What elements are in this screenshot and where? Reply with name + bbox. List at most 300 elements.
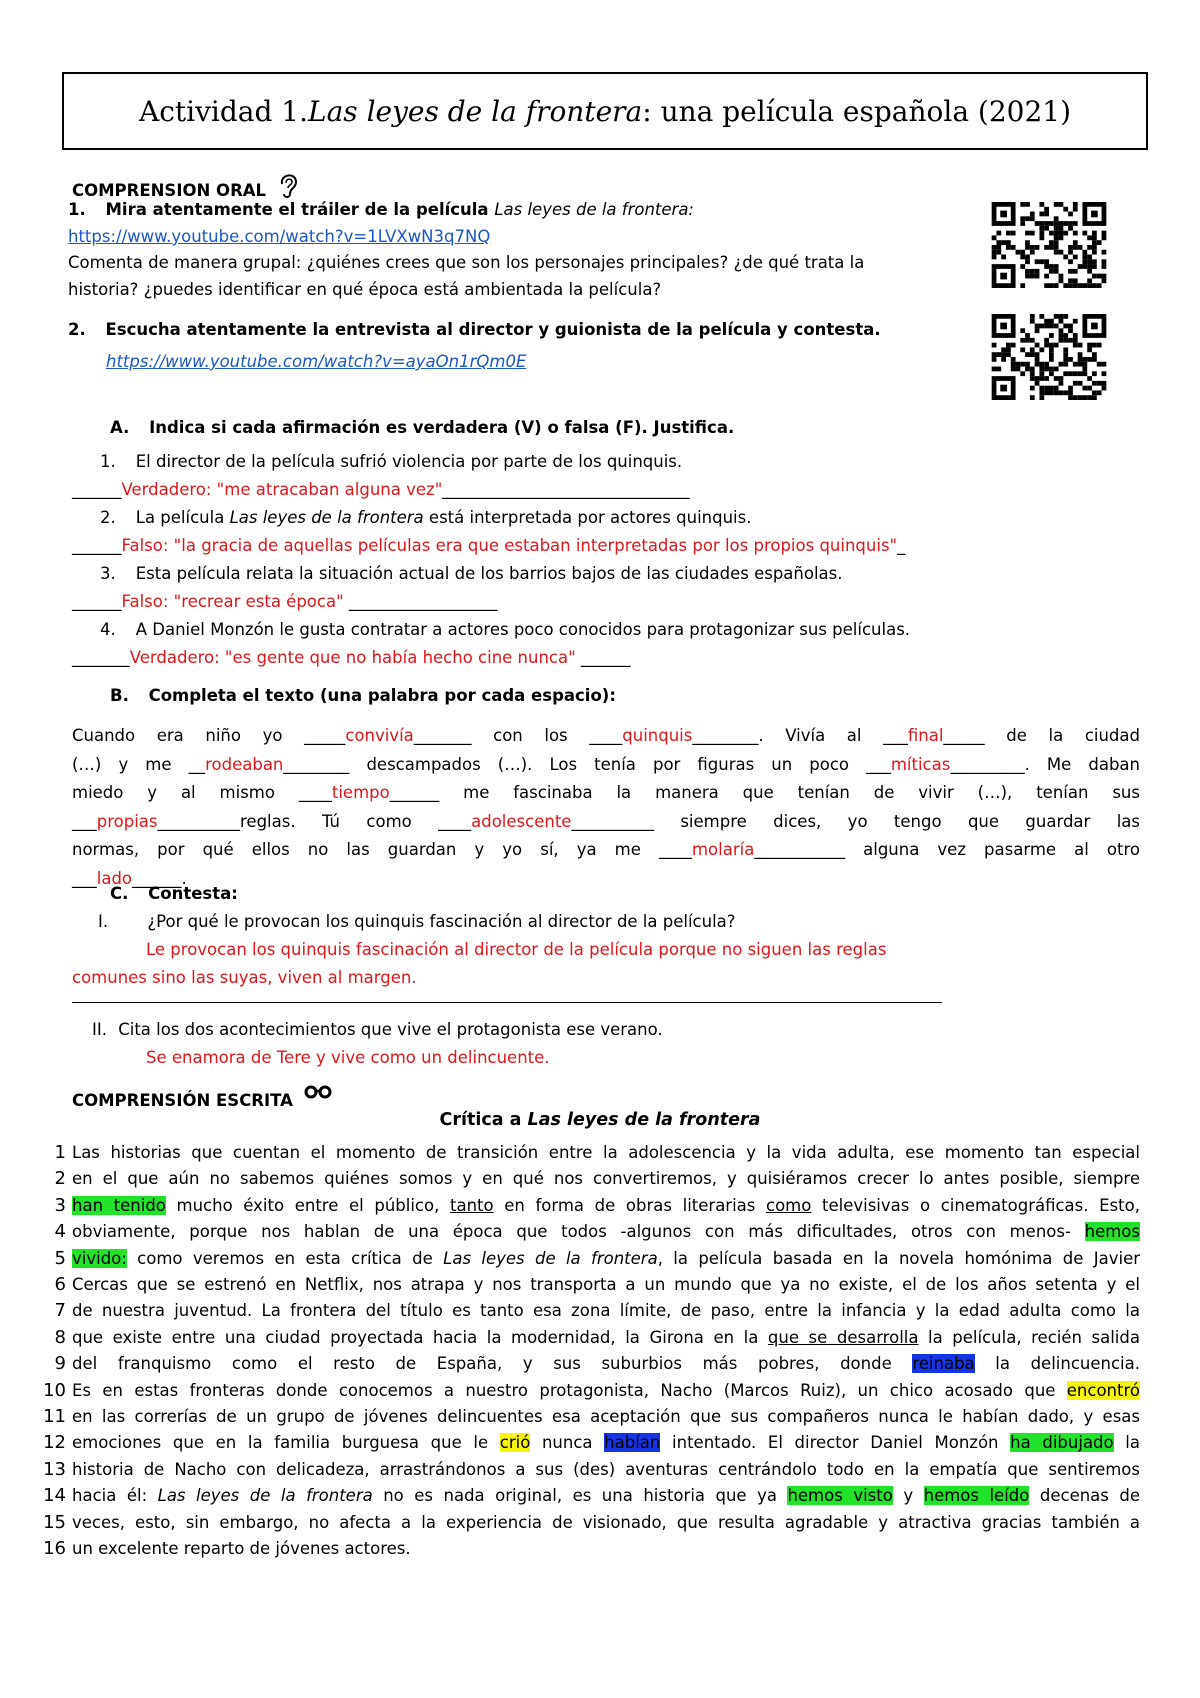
- cloze-text-part: _________. Me daban: [950, 754, 1140, 774]
- statement-text-part: El director de la película sufrió violencia por parte de los quinquis.: [135, 452, 683, 471]
- critic-text-part: como veremos en esta crítica de: [126, 1248, 444, 1268]
- qr-module: [992, 357, 997, 362]
- qr-module: [1073, 338, 1078, 343]
- highlight-green: hemos visto: [787, 1486, 893, 1506]
- qr-module: [1068, 250, 1073, 255]
- qr-module: [992, 343, 997, 348]
- critic-line: [72, 1249, 1140, 1268]
- qr-module: [1011, 343, 1016, 348]
- qr-module: [1030, 212, 1035, 217]
- qr-code-trailer[interactable]: [990, 202, 1108, 288]
- qr-module: [1054, 250, 1059, 255]
- qr-module: [1039, 367, 1044, 372]
- section-a-heading-row: [110, 418, 734, 437]
- qr-module: [1059, 226, 1064, 231]
- qr-module: [1035, 352, 1040, 357]
- answer-blank: __________________: [343, 592, 498, 611]
- statement-number: 1.: [100, 452, 116, 471]
- oral-q1-comment-1: Comenta de manera grupal: ¿quiénes crees que son los personajes principales? ¿de qué trata la: [68, 253, 865, 272]
- line-number: 8: [54, 1326, 66, 1348]
- answer-blank: _: [897, 536, 906, 555]
- qr-module: [1049, 264, 1054, 269]
- qr-module: [1068, 357, 1073, 362]
- qr-module: [1059, 333, 1064, 338]
- statement-row: [100, 564, 843, 583]
- qr-module: [1044, 259, 1049, 264]
- critic-line: [72, 1143, 1140, 1162]
- qr-module: [1092, 352, 1097, 357]
- qr-module: [1059, 278, 1064, 283]
- qr-module: [1049, 352, 1054, 357]
- qr-module: [1082, 371, 1087, 376]
- qr-module: [1049, 347, 1054, 352]
- statement-text-part: Esta película relata la situación actual de los barrios bajos de las ciudades españolas.: [135, 564, 843, 583]
- escrita-heading-row: [72, 1082, 333, 1110]
- title-suffix: : una película española (2021): [642, 94, 1072, 128]
- qr-module: [1025, 352, 1030, 357]
- line-number: 6: [54, 1274, 66, 1295]
- qr-module: [1035, 245, 1040, 250]
- critic-text-part: televisivas o cinematográficas. Esto,: [811, 1195, 1140, 1215]
- critic-line: [72, 1222, 1140, 1241]
- oral-heading-row: [72, 170, 302, 200]
- qr-module: [1035, 221, 1040, 226]
- critic-text-part: y: [892, 1486, 924, 1506]
- qr-module: [1087, 347, 1092, 352]
- answer-blank: ______: [575, 648, 631, 667]
- section-c-heading-row: [110, 884, 238, 903]
- qr-module: [1082, 367, 1087, 372]
- qr-module: [1092, 240, 1097, 245]
- qr-module: [1073, 283, 1078, 288]
- qr-module: [1068, 324, 1073, 329]
- qr-module: [1073, 371, 1078, 376]
- qr-finder-dot: [1091, 211, 1098, 218]
- qr-module: [1006, 343, 1011, 348]
- critic-text-part: intentado. El director Daniel Monzón: [660, 1433, 1011, 1453]
- qr-module: [1073, 202, 1078, 207]
- qr-module: [1068, 328, 1073, 333]
- qr-module: [1068, 221, 1073, 226]
- qr-module: [1097, 390, 1102, 395]
- highlight-blue: habían: [604, 1433, 661, 1453]
- qr-module: [1054, 221, 1059, 226]
- qr-module: [1039, 395, 1044, 400]
- qr-module: [992, 235, 997, 240]
- escrita-heading: COMPRENSIÓN ESCRITA: [72, 1091, 293, 1110]
- qr-code-interview[interactable]: [990, 314, 1108, 400]
- qr-module: [996, 352, 1001, 357]
- qr-module: [1025, 269, 1030, 274]
- qr-module: [1035, 328, 1040, 333]
- qr-module: [1087, 357, 1092, 362]
- qr-module: [1025, 367, 1030, 372]
- glasses-icon: [303, 1082, 333, 1100]
- qr-module: [1020, 338, 1025, 343]
- qr-module: [1020, 362, 1025, 367]
- statement-text: [136, 508, 752, 527]
- qr-module: [1059, 221, 1064, 226]
- qr-module: [1030, 338, 1035, 343]
- cloze-text-part: ________ descampados (…). Los tenía por figuras un poco ___: [283, 754, 891, 774]
- cloze-line: [72, 726, 1140, 745]
- qr-module: [1092, 381, 1097, 386]
- critic-text-part: la delincuencia.: [974, 1354, 1140, 1374]
- critic-text-part: veces, esto, sin embargo, no afecta a la experiencia de visionado, que resulta agradable y atractiva gracias también a: [72, 1512, 1140, 1532]
- qr-module: [1073, 381, 1078, 386]
- qr-module: [1049, 386, 1054, 391]
- qr-module: [1073, 362, 1078, 367]
- qr-module: [1092, 235, 1097, 240]
- cloze-answer: molaría: [691, 840, 755, 859]
- statement-row: [100, 452, 682, 471]
- qr-module: [1049, 245, 1054, 250]
- qr-module: [1054, 283, 1059, 288]
- oral-heading: COMPRENSION ORAL: [72, 181, 267, 200]
- qr-module: [1087, 395, 1092, 400]
- qr-module: [1049, 221, 1054, 226]
- qr-module: [1087, 259, 1092, 264]
- section-b-heading: Completa el texto (una palabra por cada espacio):: [148, 686, 616, 705]
- critic-text-part: Cercas que se estrenó en Netflix, nos atrapa y nos transporta a un mundo que ya no existe, el de los años setenta y el: [72, 1275, 1140, 1294]
- qr-module: [1044, 386, 1049, 391]
- qr-module: [1049, 367, 1054, 372]
- critic-text-part: no es nada original, es una historia que ya: [372, 1486, 788, 1506]
- cloze-line: [72, 783, 1140, 802]
- qr-module: [1039, 390, 1044, 395]
- qr-module: [1092, 283, 1097, 288]
- statement-text-part: está interpretada por actores quinquis.: [423, 508, 752, 527]
- qr-module: [1063, 362, 1068, 367]
- qr-module: [1087, 269, 1092, 274]
- cloze-answer: adolescente: [471, 811, 572, 831]
- critic-text-part: mucho éxito entre el público,: [165, 1195, 450, 1215]
- qr-module: [1006, 245, 1011, 250]
- qr-module: [1054, 231, 1059, 236]
- qr-module: [1063, 338, 1068, 343]
- line-number: 1: [54, 1142, 66, 1163]
- critic-line: [72, 1460, 1140, 1479]
- qr-module: [1020, 328, 1025, 333]
- qr-module: [1087, 283, 1092, 288]
- qr-module: [1059, 328, 1064, 333]
- qr-module: [1030, 216, 1035, 221]
- cloze-text-part: ________. Vivía al ___: [692, 726, 908, 745]
- section-c-letter: C.: [110, 884, 129, 903]
- qr-module: [1102, 371, 1107, 376]
- qr-module: [1016, 367, 1021, 372]
- trailer-link[interactable]: https://www.youtube.com/watch?v=1LVXwN3q7NQ: [68, 227, 491, 246]
- qr-module: [1097, 343, 1102, 348]
- qr-module: [1102, 362, 1107, 367]
- qr-module: [1030, 386, 1035, 391]
- qr-module: [1082, 231, 1087, 236]
- qr-module: [1049, 324, 1054, 329]
- statement-number: 4.: [100, 620, 116, 639]
- qr-module: [1063, 390, 1068, 395]
- qr-module: [1054, 324, 1059, 329]
- qr-module: [1097, 362, 1102, 367]
- qr-module: [1030, 371, 1035, 376]
- line-number: 5: [54, 1247, 66, 1269]
- qr-module: [1068, 212, 1073, 217]
- qr-module: [1073, 255, 1078, 260]
- qr-module: [1025, 245, 1030, 250]
- cloze-answer: lado: [96, 868, 133, 888]
- qr-module: [1059, 202, 1064, 207]
- qr-module: [1049, 357, 1054, 362]
- qr-module: [1025, 333, 1030, 338]
- qr-module: [996, 367, 1001, 372]
- answer-blank: ______: [72, 536, 122, 555]
- critic-text-part: en el que aún no sabemos quiénes somos y en qué nos convertiremos, y quisiéramos crecer lo antes posible, siempre: [72, 1169, 1140, 1189]
- qr-module: [1068, 245, 1073, 250]
- critic-text-part: emociones que en la familia burguesa que le: [72, 1433, 500, 1453]
- critic-text-part: de nuestra juventud. La frontera del título es tanto esa zona límite, de paso, entre la infancia y la edad adulta como la: [72, 1301, 1140, 1321]
- section-c-q1-num: I.: [98, 912, 109, 931]
- oral-q1-number: 1.: [68, 200, 86, 219]
- section-c-q1-answer-1: Le provocan los quinquis fascinación al director de la película porque no siguen las reglas: [146, 940, 887, 959]
- qr-module: [1068, 283, 1073, 288]
- critic-line: [72, 1301, 1140, 1320]
- qr-module: [996, 231, 1001, 236]
- title-italic: Las leyes de la frontera: [308, 94, 643, 128]
- qr-module: [1073, 240, 1078, 245]
- qr-module: [1054, 264, 1059, 269]
- qr-module: [1087, 235, 1092, 240]
- qr-module: [1049, 333, 1054, 338]
- qr-module: [1030, 274, 1035, 279]
- answer-row: [72, 592, 497, 611]
- qr-module: [1073, 231, 1078, 236]
- highlight-green: vivido:: [72, 1248, 127, 1268]
- qr-module: [1078, 283, 1083, 288]
- cloze-text-part: ___: [72, 868, 97, 888]
- qr-module: [1102, 381, 1107, 386]
- qr-module: [1049, 343, 1054, 348]
- qr-module: [1016, 362, 1021, 367]
- critic-text-part: en forma de obras literarias: [493, 1195, 767, 1215]
- critic-text-part: la: [1113, 1433, 1140, 1453]
- qr-module: [1092, 231, 1097, 236]
- critic-line: [72, 1354, 1140, 1373]
- qr-module: [1063, 324, 1068, 329]
- critic-line: [72, 1539, 1140, 1558]
- qr-module: [996, 245, 1001, 250]
- qr-module: [1078, 371, 1083, 376]
- statement-number: 3.: [100, 564, 116, 583]
- qr-module: [1039, 347, 1044, 352]
- highlight-yellow: encontró: [1066, 1380, 1140, 1400]
- qr-module: [1073, 278, 1078, 283]
- qr-module: [1092, 371, 1097, 376]
- qr-module: [1025, 274, 1030, 279]
- qr-module: [1054, 386, 1059, 391]
- qr-module: [1035, 343, 1040, 348]
- qr-module: [1039, 259, 1044, 264]
- film-title: Las leyes de la frontera: [443, 1248, 658, 1268]
- qr-module: [1092, 245, 1097, 250]
- cloze-answer: quinquis: [622, 726, 693, 745]
- qr-finder-dot: [1000, 323, 1007, 330]
- qr-module: [1039, 235, 1044, 240]
- qr-module: [1082, 264, 1087, 269]
- cloze-text-part: normas, por qué ellos no las guardan y yo sí, ya me ____: [72, 840, 692, 859]
- qr-module: [996, 250, 1001, 255]
- critic-line: [72, 1275, 1140, 1294]
- answer-row: [72, 648, 630, 667]
- qr-module: [1054, 235, 1059, 240]
- qr-module: [1059, 338, 1064, 343]
- oral-q1-film: Las leyes de la frontera:: [494, 200, 694, 219]
- qr-module: [1078, 362, 1083, 367]
- qr-module: [1039, 231, 1044, 236]
- critic-text-part: obviamente, porque nos hablan de una época que todos -algunos con más dificultades, otros con menos-: [72, 1222, 1085, 1242]
- qr-module: [1044, 390, 1049, 395]
- line-number: 2: [54, 1168, 66, 1190]
- qr-module: [1073, 319, 1078, 324]
- section-c-q1: [98, 912, 736, 931]
- qr-module: [1073, 221, 1078, 226]
- qr-module: [1020, 221, 1025, 226]
- critic-text-part: , la película basada en la novela homónima de Javier: [657, 1248, 1141, 1268]
- qr-module: [1025, 259, 1030, 264]
- qr-module: [1068, 338, 1073, 343]
- qr-module: [1063, 283, 1068, 288]
- qr-module: [1063, 255, 1068, 260]
- qr-module: [1039, 324, 1044, 329]
- line-number: 3: [54, 1194, 66, 1216]
- answer-line: [72, 1002, 942, 1003]
- qr-module: [1092, 390, 1097, 395]
- qr-module: [1087, 255, 1092, 260]
- qr-module: [1025, 255, 1030, 260]
- qr-module: [992, 352, 997, 357]
- cloze-line: [72, 755, 1140, 774]
- qr-module: [1049, 371, 1054, 376]
- qr-module: [1025, 362, 1030, 367]
- line-number: 15: [43, 1511, 66, 1533]
- critic-film: Las leyes de la frontera: [527, 1110, 761, 1130]
- qr-module: [1059, 231, 1064, 236]
- qr-module: [1020, 202, 1025, 207]
- cloze-answer: convivía: [345, 726, 414, 745]
- qr-module: [1044, 319, 1049, 324]
- qr-module: [1102, 264, 1107, 269]
- qr-module: [1030, 352, 1035, 357]
- qr-module: [1044, 207, 1049, 212]
- qr-module: [1054, 343, 1059, 348]
- qr-module: [1087, 376, 1092, 381]
- qr-module: [1054, 245, 1059, 250]
- cloze-text-part: (…) y me __: [72, 754, 206, 774]
- answer-text: Falso: "recrear esta época": [121, 592, 344, 611]
- qr-module: [1078, 245, 1083, 250]
- cloze-answer: final: [907, 726, 944, 745]
- qr-module: [1073, 333, 1078, 338]
- section-a-letter: A.: [110, 418, 130, 437]
- qr-module: [1001, 347, 1006, 352]
- qr-module: [1063, 357, 1068, 362]
- interview-link[interactable]: https://www.youtube.com/watch?v=ayaOn1rQm0E: [106, 352, 527, 371]
- underlined-word: como: [766, 1195, 812, 1215]
- qr-module: [1068, 395, 1073, 400]
- qr-module: [1030, 367, 1035, 372]
- qr-module: [1063, 347, 1068, 352]
- qr-module: [1011, 231, 1016, 236]
- qr-module: [1006, 352, 1011, 357]
- qr-module: [1102, 231, 1107, 236]
- qr-module: [1082, 255, 1087, 260]
- cloze-answer: rodeaban: [205, 754, 284, 774]
- cloze-text-part: _______ con los ____: [413, 726, 623, 745]
- qr-module: [1087, 343, 1092, 348]
- qr-module: [1006, 240, 1011, 245]
- qr-module: [1082, 250, 1087, 255]
- qr-module: [1044, 283, 1049, 288]
- qr-module: [1006, 231, 1011, 236]
- underlined-word: que se desarrolla: [767, 1327, 919, 1347]
- qr-module: [1025, 240, 1030, 245]
- qr-module: [1059, 319, 1064, 324]
- qr-module: [1001, 255, 1006, 260]
- critic-line: [72, 1407, 1140, 1426]
- qr-module: [1102, 259, 1107, 264]
- qr-module: [1030, 314, 1035, 319]
- qr-module: [1082, 386, 1087, 391]
- qr-module: [1063, 371, 1068, 376]
- qr-module: [1044, 274, 1049, 279]
- qr-module: [1039, 221, 1044, 226]
- qr-module: [1054, 376, 1059, 381]
- qr-module: [1092, 264, 1097, 269]
- line-number: 11: [43, 1406, 66, 1427]
- qr-module: [1011, 367, 1016, 372]
- highlight-blue: reinaba: [912, 1354, 975, 1374]
- qr-finder-dot: [1091, 323, 1098, 330]
- qr-module: [1068, 386, 1073, 391]
- critic-text-part: un excelente reparto de jóvenes actores.: [72, 1539, 411, 1558]
- answer-blank: ______________________________: [442, 480, 690, 499]
- qr-module: [1082, 362, 1087, 367]
- qr-module: [1006, 347, 1011, 352]
- qr-module: [1035, 362, 1040, 367]
- qr-module: [1078, 395, 1083, 400]
- section-c-q2-num: II.: [92, 1020, 107, 1039]
- highlight-yellow: crió: [499, 1433, 531, 1453]
- section-c-q2: [92, 1020, 663, 1039]
- qr-module: [1035, 376, 1040, 381]
- title-prefix: Actividad 1.: [138, 94, 309, 128]
- qr-module: [1078, 343, 1083, 348]
- qr-module: [1030, 395, 1035, 400]
- title-box: [62, 72, 1148, 150]
- answer-text: Verdadero: "es gente que no había hecho cine nunca": [129, 648, 576, 667]
- qr-module: [1059, 314, 1064, 319]
- qr-module: [1092, 250, 1097, 255]
- critic-text-part: nunca: [530, 1433, 605, 1453]
- qr-module: [1025, 202, 1030, 207]
- critic-text-part: del franquismo como el resto de España, y sus suburbios más pobres, donde: [72, 1354, 913, 1374]
- qr-module: [1020, 255, 1025, 260]
- section-b-letter: B.: [110, 686, 129, 705]
- qr-module: [1049, 319, 1054, 324]
- qr-module: [1049, 390, 1054, 395]
- critic-text-part: Es en estas fronteras donde conocemos a nuestro protagonista, Nacho (Marcos Ruiz), un chico acosado que: [72, 1380, 1067, 1400]
- qr-module: [1068, 259, 1073, 264]
- qr-module: [1039, 386, 1044, 391]
- qr-module: [1039, 202, 1044, 207]
